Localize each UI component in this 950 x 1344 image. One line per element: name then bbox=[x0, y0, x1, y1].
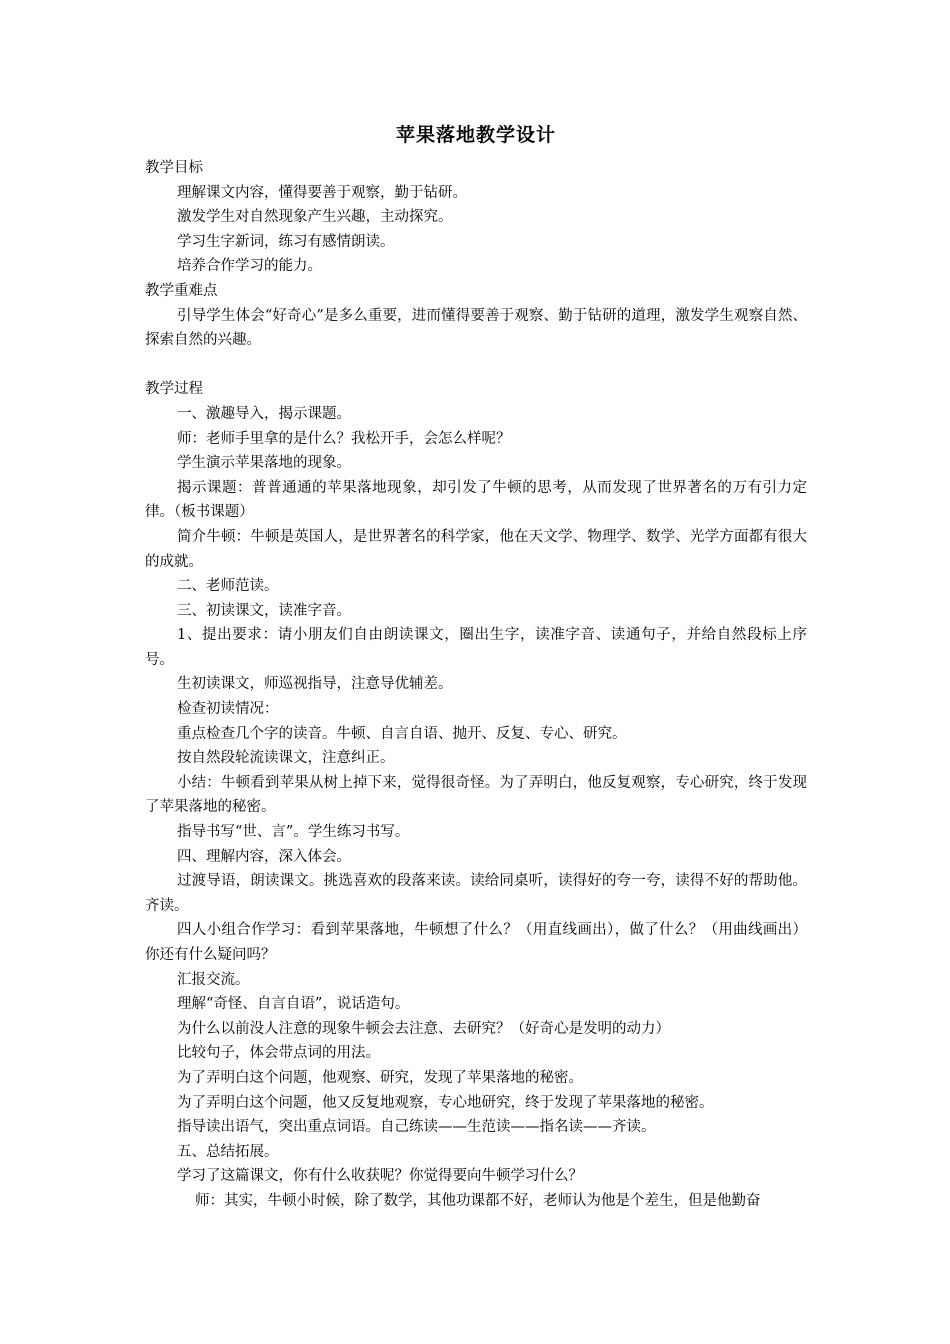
process-step: 二、老师范读。 bbox=[177, 578, 279, 595]
process-step: 五、总结拓展。 bbox=[177, 1143, 279, 1160]
section-heading-goals: 教学目标 bbox=[145, 160, 203, 176]
process-step: 指导读出语气，突出重点词语。自己练读——生范读——指名读——齐读。 bbox=[177, 1119, 656, 1136]
process-step: 学生演示苹果落地的现象。 bbox=[177, 455, 351, 472]
process-step: 比较句子，体会带点词的用法。 bbox=[177, 1045, 380, 1062]
process-step: 生初读课文，师巡视指导，注意导优辅差。 bbox=[177, 676, 453, 693]
process-step: 过渡导语，朗读课文。挑选喜欢的段落来读。读给同桌听，读得好的夸一夸，读得不好的帮助他。齐读。 bbox=[145, 873, 807, 914]
process-step: 四人小组合作学习：看到苹果落地，牛顿想了什么？（用直线画出），做了什么？（用曲线画出）你还有什么疑问吗？ bbox=[145, 922, 807, 963]
goal-item: 学习生字新词，练习有感情朗读。 bbox=[177, 233, 395, 250]
process-step: 为了弄明白这个问题，他又反复地观察，专心地研究，终于发现了苹果落地的秘密。 bbox=[177, 1094, 714, 1111]
process-step: 为了弄明白这个问题，他观察、研究，发现了苹果落地的秘密。 bbox=[177, 1069, 583, 1086]
key-paragraph: 引导学生体会“好奇心”是多么重要，进而懂得要善于观察、勤于钻研的道理，激发学生观察自然、探索自然的兴趣。 bbox=[145, 307, 807, 349]
goal-item: 理解课文内容，懂得要善于观察，勤于钻研。 bbox=[177, 184, 467, 201]
process-step: 按自然段轮流读课文，注意纠正。 bbox=[177, 750, 395, 767]
goal-item: 激发学生对自然现象产生兴趣，主动探究。 bbox=[177, 209, 453, 226]
goal-item: 培养合作学习的能力。 bbox=[177, 258, 322, 275]
document-page bbox=[145, 120, 807, 1214]
process-step: 重点检查几个字的读音。牛顿、自言自语、抛开、反复、专心、研究。 bbox=[177, 725, 627, 742]
process-step: 四、理解内容，深入体会。 bbox=[177, 848, 351, 865]
blank-line bbox=[145, 353, 807, 378]
process-step: 为什么以前没人注意的现象牛顿会去注意、去研究？（好奇心是发明的动力） bbox=[177, 1020, 670, 1037]
process-step: 三、初读课文，读准字音。 bbox=[177, 602, 351, 619]
process-step: 学习了这篇课文，你有什么收获呢？你觉得要向牛顿学习什么？ bbox=[177, 1168, 583, 1185]
process-step: 小结：牛顿看到苹果从树上掉下来，觉得很奇怪。为了弄明白，他反复观察，专心研究，终于发现了苹果落地的秘密。 bbox=[145, 774, 807, 816]
process-step: 理解“奇怪、自言自语”，说话造句。 bbox=[177, 996, 410, 1013]
section-heading-key: 教学重难点 bbox=[145, 282, 218, 299]
process-step: 1、提出要求：请小朋友们自由朗读课文，圈出生字，读准字音、读通句子，并给自然段标上序号。 bbox=[145, 627, 807, 668]
process-step: 揭示课题：普普通通的苹果落地现象，却引发了牛顿的思考，从而发现了世界著名的万有引力定律。（板书课题） bbox=[145, 479, 807, 521]
process-step: 指导书写“世、言”。学生练习书写。 bbox=[177, 824, 410, 841]
final-line: 师：其实，牛顿小时候，除了数学，其他功课都不好，老师认为他是个差生，但是他勤奋 bbox=[195, 1192, 761, 1209]
section-heading-process: 教学过程 bbox=[145, 381, 203, 398]
document-title: 苹果落地教学设计 bbox=[395, 124, 556, 146]
process-step: 简介牛顿：牛顿是英国人，是世界著名的科学家，他在天文学、物理学、数学、光学方面都有很大的成就。 bbox=[145, 528, 807, 570]
process-step: 汇报交流。 bbox=[177, 971, 250, 988]
process-step: 检查初读情况： bbox=[177, 701, 279, 718]
process-step: 一、激趣导入，揭示课题。 bbox=[177, 405, 351, 422]
process-step: 师：老师手里拿的是什么？我松开手，会怎么样呢？ bbox=[177, 430, 511, 447]
